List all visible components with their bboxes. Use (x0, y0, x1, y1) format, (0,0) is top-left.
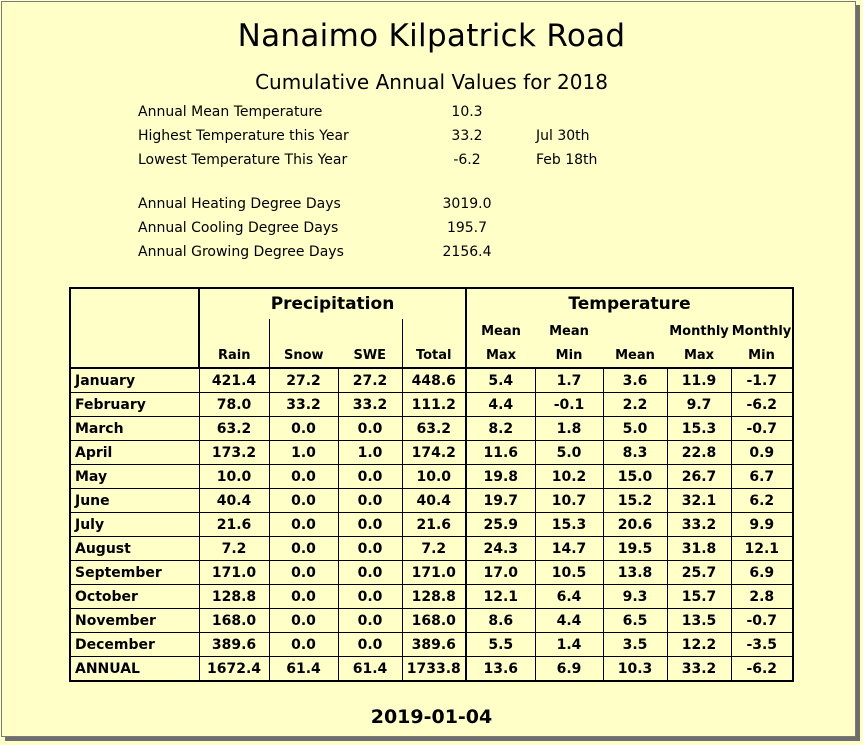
table-cell: 21.6 (199, 513, 269, 537)
table-cell: 0.0 (269, 561, 338, 585)
table-cell: 9.3 (603, 585, 667, 609)
table-cell: 1.0 (338, 441, 402, 465)
table-cell: 1733.8 (402, 657, 466, 682)
table-cell: 2.8 (731, 585, 793, 609)
summary-label: Annual Growing Degree Days (138, 244, 344, 260)
summary-label: Annual Cooling Degree Days (138, 220, 339, 236)
table-cell: 13.5 (667, 609, 731, 633)
table-cell: 33.2 (269, 393, 338, 417)
column-header: Snow (269, 343, 338, 368)
table-cell: 13.6 (466, 657, 535, 682)
row-label: September (70, 561, 199, 585)
table-cell: 15.0 (603, 465, 667, 489)
month-header-cell (70, 288, 199, 368)
table-cell: 10.7 (535, 489, 603, 513)
table-cell: 0.0 (269, 489, 338, 513)
table-cell: 15.2 (603, 489, 667, 513)
table-cell: 0.0 (338, 513, 402, 537)
table-cell: 6.4 (535, 585, 603, 609)
column-header-top: Mean (481, 323, 521, 339)
table-row (70, 417, 793, 441)
table-cell: 17.0 (466, 561, 535, 585)
table-cell: 1.7 (535, 368, 603, 393)
table-cell: 33.2 (338, 393, 402, 417)
table-row (70, 368, 793, 393)
table-row (70, 657, 793, 682)
summary-label: Annual Mean Temperature (138, 104, 323, 120)
table-cell: 0.0 (269, 633, 338, 657)
table-cell: 8.6 (466, 609, 535, 633)
table-cell: 389.6 (199, 633, 269, 657)
column-header-top (338, 319, 402, 343)
table-row (70, 465, 793, 489)
column-header-top: Mean (549, 323, 589, 339)
table-cell: 421.4 (199, 368, 269, 393)
column-header-top: Monthly (669, 323, 729, 339)
table-cell: 14.7 (535, 537, 603, 561)
row-label: April (70, 441, 199, 465)
table-cell: 10.2 (535, 465, 603, 489)
table-row (70, 537, 793, 561)
table-row (70, 561, 793, 585)
page-subtitle: Cumulative Annual Values for 2018 (255, 70, 608, 94)
table-cell: 11.6 (466, 441, 535, 465)
table-cell: 0.0 (269, 513, 338, 537)
summary-label: Annual Heating Degree Days (138, 196, 341, 212)
summary-value: 10.3 (451, 104, 483, 120)
monthly-table (69, 287, 794, 682)
table-cell: 13.8 (603, 561, 667, 585)
table-cell: 0.0 (269, 609, 338, 633)
summary-value: -6.2 (453, 152, 481, 168)
column-header: Max (466, 343, 535, 368)
table-cell: 40.4 (199, 489, 269, 513)
table-cell: 78.0 (199, 393, 269, 417)
table-cell: 173.2 (199, 441, 269, 465)
table-cell: 25.9 (466, 513, 535, 537)
table-cell: 6.7 (731, 465, 793, 489)
table-cell: 61.4 (338, 657, 402, 682)
table-cell: -3.5 (731, 633, 793, 657)
table-cell: 6.9 (731, 561, 793, 585)
table-cell: 24.3 (466, 537, 535, 561)
row-label: ANNUAL (70, 657, 199, 682)
table-cell: 1.8 (535, 417, 603, 441)
table-cell: 448.6 (402, 368, 466, 393)
table-row (70, 393, 793, 417)
table-cell: 3.6 (603, 368, 667, 393)
table-cell: 21.6 (402, 513, 466, 537)
table-cell: 15.3 (535, 513, 603, 537)
column-header: Total (402, 343, 466, 368)
table-cell: 128.8 (199, 585, 269, 609)
table-cell: 27.2 (338, 368, 402, 393)
table-cell: 25.7 (667, 561, 731, 585)
summary-value: 33.2 (451, 128, 483, 144)
table-row (70, 609, 793, 633)
table-cell: -1.7 (731, 368, 793, 393)
table-cell: -0.1 (535, 393, 603, 417)
row-label: October (70, 585, 199, 609)
column-header-top: Monthly (731, 319, 793, 343)
table-cell: 10.0 (199, 465, 269, 489)
table-cell: 0.0 (338, 561, 402, 585)
table-cell: 10.0 (402, 465, 466, 489)
column-header-top (402, 319, 466, 343)
precipitation-header: Precipitation (199, 288, 466, 319)
table-row (70, 633, 793, 657)
row-label: June (70, 489, 199, 513)
table-cell: 26.7 (667, 465, 731, 489)
table-cell: 20.6 (603, 513, 667, 537)
table-cell: 4.4 (535, 609, 603, 633)
table-cell: 111.2 (402, 393, 466, 417)
table-cell: 0.0 (338, 489, 402, 513)
table-cell: 19.8 (466, 465, 535, 489)
summary-value: 2156.4 (442, 244, 492, 260)
table-cell: 4.4 (466, 393, 535, 417)
row-label: December (70, 633, 199, 657)
table-cell: 7.2 (199, 537, 269, 561)
table-cell: 1.0 (269, 441, 338, 465)
row-label: August (70, 537, 199, 561)
table-cell: 0.0 (269, 417, 338, 441)
table-cell: 0.0 (269, 537, 338, 561)
table-cell: 32.1 (667, 489, 731, 513)
column-header-top (199, 319, 269, 343)
column-header: Mean (603, 343, 667, 368)
table-cell: 5.0 (603, 417, 667, 441)
column-header: Min (535, 343, 603, 368)
table-row (70, 513, 793, 537)
table-cell: 0.0 (338, 537, 402, 561)
table-cell: 5.4 (466, 368, 535, 393)
table-cell: 0.0 (338, 585, 402, 609)
table-cell: 7.2 (402, 537, 466, 561)
table-cell: 8.3 (603, 441, 667, 465)
table-cell: -0.7 (731, 609, 793, 633)
table-cell: 5.5 (466, 633, 535, 657)
table-cell: 6.2 (731, 489, 793, 513)
row-label: November (70, 609, 199, 633)
summary-value: 195.7 (446, 220, 488, 236)
table-cell: 0.0 (269, 585, 338, 609)
table-cell: 9.9 (731, 513, 793, 537)
summary-date: Feb 18th (536, 152, 598, 168)
table-cell: 1672.4 (199, 657, 269, 682)
table-cell: -6.2 (731, 393, 793, 417)
table-cell: 61.4 (269, 657, 338, 682)
report-date: 2019-01-04 (370, 706, 493, 728)
table-cell: 6.9 (535, 657, 603, 682)
table-cell: 0.0 (269, 465, 338, 489)
row-label: March (70, 417, 199, 441)
table-cell: -0.7 (731, 417, 793, 441)
column-header: Min (731, 343, 793, 368)
summary-value: 3019.0 (442, 196, 492, 212)
table-cell: 0.9 (731, 441, 793, 465)
column-header: Rain (199, 343, 269, 368)
table-row (70, 585, 793, 609)
column-header-top (269, 319, 338, 343)
summary-date: Jul 30th (536, 128, 590, 144)
table-cell: 22.8 (667, 441, 731, 465)
row-label: May (70, 465, 199, 489)
row-label: February (70, 393, 199, 417)
table-cell: 63.2 (402, 417, 466, 441)
table-cell: 11.9 (667, 368, 731, 393)
table-row (70, 489, 793, 513)
table-cell: 19.5 (603, 537, 667, 561)
row-label: January (70, 368, 199, 393)
table-cell: 389.6 (402, 633, 466, 657)
table-cell: 0.0 (338, 465, 402, 489)
table-cell: 1.4 (535, 633, 603, 657)
temperature-header: Temperature (466, 288, 793, 319)
table-cell: 19.7 (466, 489, 535, 513)
row-label: July (70, 513, 199, 537)
table-cell: -6.2 (731, 657, 793, 682)
table-cell: 12.1 (731, 537, 793, 561)
table-cell: 171.0 (402, 561, 466, 585)
table-cell: 27.2 (269, 368, 338, 393)
table-cell: 12.2 (667, 633, 731, 657)
column-header: Max (667, 343, 731, 368)
table-cell: 9.7 (667, 393, 731, 417)
column-header: SWE (338, 343, 402, 368)
table-cell: 5.0 (535, 441, 603, 465)
table-cell: 15.3 (667, 417, 731, 441)
table-cell: 0.0 (338, 609, 402, 633)
table-cell: 128.8 (402, 585, 466, 609)
table-cell: 8.2 (466, 417, 535, 441)
summary-label: Highest Temperature this Year (138, 128, 349, 144)
table-cell: 168.0 (402, 609, 466, 633)
table-cell: 168.0 (199, 609, 269, 633)
table-cell: 10.3 (603, 657, 667, 682)
table-cell: 33.2 (667, 657, 731, 682)
table-cell: 2.2 (603, 393, 667, 417)
table-cell: 15.7 (667, 585, 731, 609)
table-cell: 40.4 (402, 489, 466, 513)
table-cell: 174.2 (402, 441, 466, 465)
table-cell: 33.2 (667, 513, 731, 537)
table-cell: 12.1 (466, 585, 535, 609)
column-header-top (603, 319, 667, 343)
summary-label: Lowest Temperature This Year (138, 152, 348, 168)
table-cell: 10.5 (535, 561, 603, 585)
table-cell: 63.2 (199, 417, 269, 441)
table-cell: 0.0 (338, 633, 402, 657)
table-cell: 171.0 (199, 561, 269, 585)
table-cell: 0.0 (338, 417, 402, 441)
table-cell: 6.5 (603, 609, 667, 633)
table-cell: 3.5 (603, 633, 667, 657)
table-cell: 31.8 (667, 537, 731, 561)
table-row (70, 441, 793, 465)
page-title: Nanaimo Kilpatrick Road (237, 18, 626, 54)
